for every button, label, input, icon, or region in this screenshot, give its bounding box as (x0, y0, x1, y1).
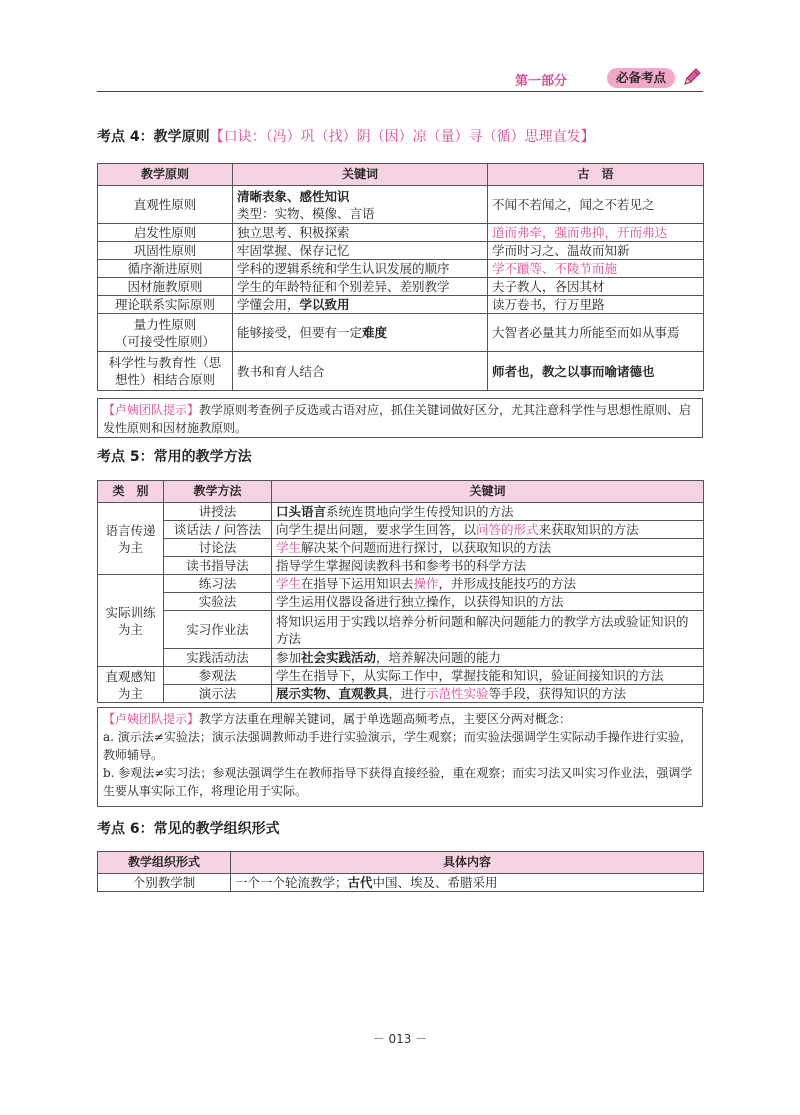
proverb-bold: 师者也，教之以事而喻诸德也 (492, 363, 655, 379)
keyword-text: 在指导下运用知识去 (301, 576, 414, 591)
keyword-cell: 学科的逻辑系统和学生认识发展的顺序 (233, 260, 488, 278)
table-row (98, 685, 704, 703)
table-header-row (98, 852, 704, 874)
section5-tip (97, 707, 703, 807)
table-row (98, 296, 704, 314)
proverb-cell (488, 352, 704, 391)
proverb-cell: 夫子教人，各因其材 (488, 278, 704, 296)
table-row (98, 593, 704, 611)
category-cell: 实际训练为主 (98, 575, 164, 667)
keyword-text: ，进行 (388, 686, 427, 701)
proverb-cell: 不闻不若闻之，闻之不若见之 (488, 186, 704, 224)
keyword-cell (233, 296, 488, 314)
principle-cell: 启发性原则 (98, 224, 233, 242)
table-row (98, 667, 704, 685)
principle-cell: 理论联系实际原则 (98, 296, 233, 314)
method-cell: 读书指导法 (164, 557, 272, 575)
teaching-methods-table (97, 480, 704, 703)
table-header-row (98, 164, 704, 186)
table-row (98, 539, 704, 557)
principle-line1: 科学性与教育性（思 (108, 355, 222, 370)
keyword-cell: 将知识运用于实践以培养分析问题和解决问题能力的教学方法或验证知识的方法 (272, 611, 704, 649)
keyword-highlight: 示范性实验 (426, 686, 489, 701)
principle-cell: 巩固性原则 (98, 242, 233, 260)
page-header (97, 66, 703, 92)
table-row (98, 874, 704, 892)
section5-title: 考点 5：常用的教学方法 (97, 449, 252, 465)
tip-line (103, 710, 697, 728)
method-cell: 实践活动法 (164, 649, 272, 667)
header-principle: 教学原则 (98, 164, 233, 186)
form-cell: 个别教学制 (98, 874, 231, 892)
section4-title (97, 126, 595, 146)
tip-text: 教学方法重在理解关键词，属于单选题高频考点，主要区分两对概念： (199, 712, 572, 726)
keyword-text: 等手段，获得知识的方法 (488, 686, 627, 701)
method-cell: 参观法 (164, 667, 272, 685)
keyword-highlight: 操作 (413, 576, 439, 591)
table-row (98, 503, 704, 521)
proverb-cell: 读万卷书，行万里路 (488, 296, 704, 314)
header-keywords: 关键词 (233, 164, 488, 186)
section6-title: 考点 6：常见的教学组织形式 (97, 821, 280, 837)
method-cell: 练习法 (164, 575, 272, 593)
proverb-cell: 道而弗牵，强而弗抑，开而弗达 (488, 224, 704, 242)
keyword-text: 参加 (276, 650, 302, 665)
keyword-text: 学懂会用， (237, 297, 300, 312)
header-proverb: 古 语 (488, 164, 704, 186)
content-cell (231, 874, 704, 892)
category-cell: 语言传递为主 (98, 503, 164, 575)
tip-label: 【卢姨团队提示】 (103, 712, 200, 726)
keyword-cell (272, 575, 704, 593)
table-row (98, 314, 704, 352)
table-row (98, 611, 704, 649)
content-bold: 古代 (347, 875, 373, 890)
tip-label: 【卢姨团队提示】 (103, 403, 200, 417)
keyword-bold: 口头语言 (276, 504, 327, 519)
proverb-cell: 大智者必量其力所能至而如从事焉 (488, 314, 704, 352)
table-row (98, 186, 704, 224)
method-cell: 实验法 (164, 593, 272, 611)
table-row (98, 260, 704, 278)
teaching-organization-table (97, 851, 704, 892)
tip-line: b. 参观法≠实习法；参观法强调学生在教师指导下获得直接经验，重在观察；而实习法又叫实习作业法，强调学生要从事实际工作，将理论用于实际。 (103, 766, 693, 798)
principle-cell: 直观性原则 (98, 186, 233, 224)
method-cell: 谈话法 / 问答法 (164, 521, 272, 539)
content-text: 一个一个轮流教学； (235, 875, 348, 890)
keyword-bold: 难度 (362, 325, 388, 340)
keyword-bold: 社会实践活动 (301, 650, 377, 665)
method-cell: 讲授法 (164, 503, 272, 521)
keyword-highlight: 学生 (276, 540, 302, 555)
keyword-cell (272, 685, 704, 703)
keyword-cell (272, 503, 704, 521)
method-cell: 实习作业法 (164, 611, 272, 649)
table-row (98, 575, 704, 593)
section4-tip (97, 398, 703, 438)
keyword-cell (272, 539, 704, 557)
principle-cell (98, 314, 233, 352)
keyword-highlight: 问答的形式 (476, 522, 539, 537)
header-form: 教学组织形式 (98, 852, 231, 874)
keyword-cell: 独立思考、积极探索 (233, 224, 488, 242)
proverb-cell: 学而时习之、温故而知新 (488, 242, 704, 260)
pencil-icon (681, 66, 703, 88)
keyword-bold: 展示实物、直观教具 (276, 686, 389, 701)
keyword-cell: 学生运用仪器设备进行独立操作，以获得知识的方法 (272, 593, 704, 611)
table-row (98, 352, 704, 391)
keyword-text: 类型：实物、模像、言语 (237, 205, 375, 221)
teaching-principles-table (97, 163, 704, 391)
tip-line: a. 演示法≠实验法；演示法强调教师动手进行实验演示，学生观察；而实验法强调学生实际动手操作进行实验，教师辅导。 (103, 730, 692, 762)
table-row (98, 521, 704, 539)
principle-cell: 因材施教原则 (98, 278, 233, 296)
keyword-cell: 学生的年龄特征和个别差异、差别教学 (233, 278, 488, 296)
keyword-cell (272, 649, 704, 667)
method-cell: 演示法 (164, 685, 272, 703)
table-row (98, 242, 704, 260)
keyword-cell: 牢固掌握、保存记忆 (233, 242, 488, 260)
header-keywords: 关键词 (272, 481, 704, 503)
keyword-cell (233, 314, 488, 352)
page-number: － 013 － (372, 1032, 428, 1046)
table-row (98, 278, 704, 296)
section4-title-text: 考点 4：教学原则 (97, 129, 210, 145)
keyword-text: 向学生提出问题，要求学生回答，以 (276, 522, 477, 537)
keyword-cell (272, 521, 704, 539)
proverb-cell: 学不躐等、不陵节而施 (488, 260, 704, 278)
keyword-bold: 清晰表象、感性知识 (237, 188, 350, 204)
keyword-highlight: 学生 (276, 576, 302, 591)
principle-cell: 循序渐进原则 (98, 260, 233, 278)
principle-line2: 想性）相结合原则 (114, 372, 215, 387)
header-category: 类 别 (98, 481, 164, 503)
principle-line1: 量力性原则 (133, 316, 197, 332)
keyword-text: 能够接受，但要有一定 (237, 325, 363, 340)
keyword-cell: 学生在指导下，从实际工作中，掌握技能和知识，验证间接知识的方法 (272, 667, 704, 685)
principle-line2: （可接受性原则） (114, 333, 215, 349)
keyword-text: ，并形成技能技巧的方法 (438, 576, 577, 591)
keyword-text: 系统连贯地向学生传授知识的方法 (326, 504, 514, 519)
tip-text: 教学原则考查例子反选或古语对应，抓住关键词做好区分，尤其注意科学性与思想性原则、启发性原则和因材施教原则。 (103, 403, 692, 435)
category-cell: 直观感知为主 (98, 667, 164, 703)
keyword-text: ，培养解决问题的能力 (376, 650, 502, 665)
principle-cell (98, 352, 233, 391)
keyword-cell (233, 186, 488, 224)
header-content: 具体内容 (231, 852, 704, 874)
section-badge: 必备考点 (607, 68, 675, 88)
table-header-row (98, 481, 704, 503)
section4-mnemonic: 【口诀：（冯）巩（找）阴（因）凉（量）寻（循）思理直发】 (209, 129, 595, 145)
header-method: 教学方法 (164, 481, 272, 503)
table-row (98, 224, 704, 242)
keyword-bold: 学以致用 (299, 297, 350, 312)
content-text: 中国、埃及、希腊采用 (372, 875, 498, 890)
method-cell: 讨论法 (164, 539, 272, 557)
table-row (98, 649, 704, 667)
keyword-cell: 教书和育人结合 (233, 352, 488, 391)
section-label: 第一部分 (514, 74, 567, 89)
table-row (98, 557, 704, 575)
keyword-text: 解决某个问题而进行探讨，以获取知识的方法 (301, 540, 552, 555)
keyword-text: 来获取知识的方法 (538, 522, 639, 537)
keyword-cell: 指导学生掌握阅读教科书和参考书的科学方法 (272, 557, 704, 575)
